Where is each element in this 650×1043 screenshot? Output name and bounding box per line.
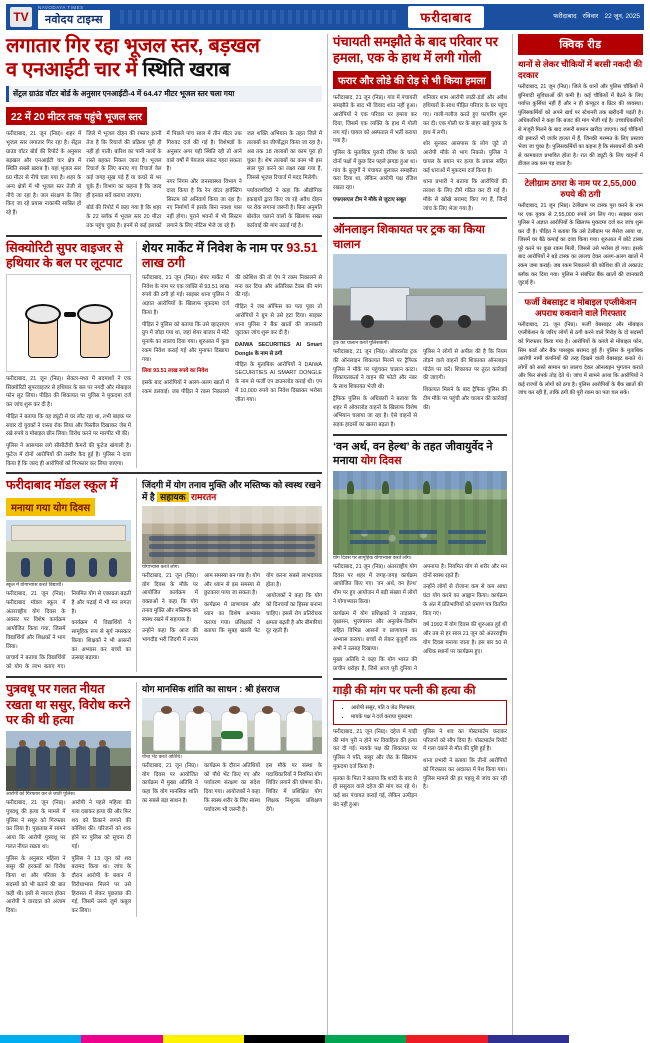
share-para-1: फरीदाबाद, 21 जून (निप्र)। शेयर मार्केट में निवेश के नाम पर एक व्यक्ति से 93.51 लाख रुपये की ठगी हो गई। साइबर थाना पुलिस ने अज्ञात आरोपियों के खिलाफ मुकदमा दर्ज किया है। [142, 274, 229, 316]
share-box-text: पीड़ित के मुताबिक आरोपियों ने DAIWA SECURITIES AI SMART DONGLE के नाम से फर्जी एप डाउनलोड कराई थी। एप में 10,000 रुपये का निवेश दिखाकर भरोसा जीता गया। [235, 361, 322, 403]
security-para-3: पुलिस ने आसपास लगे सीसीटीवी कैमरों की फुटेज खंगाली है। फुटेज में दोनों आरोपियों की तस्वीर कैद हुई है। पुलिस ने दावा किया है कि जल्द ही आरोपियों को गिरफ्तार कर लिया जाएगा। [6, 443, 131, 467]
yoga-main-para-4: उन्होंने लोगों से रोजाना कम से कम आधा घंटा योग करने का आह्वान किया। कार्यक्रम के अंत में प्रतिभागियों को प्रमाण पत्र वितरित किए गए। [423, 584, 508, 617]
yoga-life-caption: योगाभ्यास करते लोग। [142, 564, 180, 570]
lead-headline-line1: लगातार गिर रहा भूजल स्तर, बड़खल [6, 35, 260, 57]
share-headline-part1: शेयर मार्केट में निवेश के नाम पर [142, 240, 287, 255]
masthead-day: रविवार [582, 13, 599, 21]
yoga-main-photo [333, 471, 507, 555]
security-para-1: फरीदाबाद, 21 जून (निप्र)। सेक्टर-मध्य में बदमाशों ने एक सिक्योरिटी सुपरवाइजर से हथियार के बल पर नगदी और मोबाइल फोन लूट लिया। पीड़ित की शिकायत पर पुलिस ने मुकदमा दर्ज कर जांच शुरू कर दी है। [6, 375, 131, 409]
tv-logo-icon: TV [10, 7, 32, 27]
lead-para-1: फरीदाबाद, 21 जून (निप्र)। शहर में भूजल स्तर लगातार गिर रहा है। सेंट्रल ग्राउंड वॉटर बोर्ड की रिपोर्ट के अनुसार बड़खल और एनआईटी चार क्षेत्र में स्थिति सबसे खराब है। यहां भूजल स्तर 60 मीटर से नीचे चला गया है। शहर के अन्य क्षेत्रों में भी भूजल स्तर तेजी से नीचे जा रहा है। जल संरक्षण के लिए किए जा रहे प्रयास नाकाफी साबित हो रहे हैं। [6, 131, 82, 217]
yoga-life-headline-part1: जिंदगी में योग तनाव मुक्ति और मस्तिष्क को स्वस्थ रखने में है [142, 480, 321, 502]
murder-body [6, 799, 131, 917]
masthead-meta [490, 12, 640, 22]
story-murder [6, 682, 131, 917]
truck-body [333, 348, 507, 430]
panchayat-body [333, 94, 507, 214]
truck-caption: ट्रक का चालान करते पुलिसकर्मी। [333, 341, 390, 346]
murder-headline-line1: पुत्रवधू पर गलत नीयत रखता था [6, 681, 105, 712]
share-headline [142, 241, 322, 272]
yoga-main-note: वर्ष 1992 में योग दिवस की शुरुआत हुई थी और तब से हर साल 21 जून को अंतरराष्ट्रीय योग दिवस मनाया जाता है। इस बार 50 से अधिक स्थानों पर कार्यक्रम हुए। [423, 622, 507, 655]
quick-read-item [518, 297, 643, 398]
lead-banner: 22 में 20 मीटर तक पहुंचे भूजल स्तर [6, 107, 147, 125]
plant-body [142, 762, 322, 815]
wife-bullet-1: • आरोपी ससुर, पति व जेठ गिरफ्तार [351, 704, 502, 712]
yoga-life-para-4: आयोजकों ने कहा कि योग को दिनचर्या का हिस्सा बनाना चाहिए। इससे रोग प्रतिरोधक क्षमता बढ़ती है और बीमारियां दूर रहती हैं। [266, 593, 322, 635]
quick-read-text: फरीदाबाद, 21 जून (निप्र)। टेलीग्राम पर टास्क पूरा करने के नाम पर एक युवक से 2,55,000 रुपये ठग लिए गए। साइबर थाना पुलिस ने अज्ञात आरोपियों के खिलाफ मुकदमा दर्ज कर जांच शुरू कर दी है। पीड़ित ने बताया कि उसे टेलीग्राम पर मैसेज आया था, जिसमें घर बैठे कमाई का दावा किया गया। शुरुआत में छोटे टास्क पूरे करने पर कुछ रकम मिली, जिससे उसे भरोसा हो गया। इसके बाद आरोपियों ने बड़े टास्क का लालच देकर अलग-अलग खातों में रकम जमा कराई। जब रकम निकालने की कोशिश की तो अकाउंट ब्लॉक कर दिया गया। पुलिस ने संबंधित बैंक खातों की जानकारी जुटाई है। [518, 202, 643, 287]
masthead-logo-subtitle: NAVODAYA TIMES [38, 5, 84, 10]
quick-read-text: फरीदाबाद, 21 जून (निप्र)। जिले के थानों और पुलिस चौकियों में बुनियादी सुविधाओं की कमी है। कई चौकियों में बैठने के लिए पर्याप्त कुर्सियां नहीं हैं और न ही कंप्यूटर व प्रिंटर की व्यवस्था। पुलिसकर्मियों को अपने खर्च पर स्टेशनरी तक खरीदनी पड़ती है। अधिकारियों ने कहा कि बजट की मांग भेजी गई है। उच्चाधिकारियों से मंजूरी मिलने के बाद जरूरी सामान खरीदा जाएगा। कई चौकियों की इमारतें भी जर्जर हालत में हैं, जिनकी मरम्मत के लिए प्रस्ताव भेजा जा चुका है। पुलिसकर्मियों का कहना है कि संसाधनों की कमी से कामकाज प्रभावित होता है। रात की ड्यूटी के लिए वाहनों में डीजल तक कम पड़ जाता है। [518, 84, 643, 168]
yoga-life-para-1: फरीदाबाद, 21 जून (निप्र)। योग दिवस के मौके पर आयोजित कार्यक्रम में वक्ताओं ने कहा कि योग तनाव मुक्ति और मस्तिष्क को स्वस्थ रखने में सहायक है। [142, 572, 199, 623]
quick-read-item [518, 178, 643, 288]
yoga-life-para-2: उन्होंने कहा कि आज की भागदौड़ भरी जिंदगी में तनाव आम समस्या बन गया है। योग और ध्यान से इस समस्या से छुटकारा पाया जा सकता है। [142, 572, 260, 644]
yoga-main-para-2: कार्यक्रम में योग प्रशिक्षकों ने ताड़ासन, वृक्षासन, भुजंगासन और अनुलोम-विलोम सहित विभिन्न आसनों व प्राणायाम का अभ्यास कराया। बच्चों से लेकर बुजुर्गों तक सभी ने उत्साह दिखाया। [333, 610, 417, 652]
truck-note: शिकायत मिलने के बाद ट्रैफिक पुलिस की टीम मौके पर पहुंची और चालान की कार्रवाई की। [423, 387, 507, 411]
school-banner: मनाया गया योग दिवस [6, 498, 95, 516]
share-para-2: पीड़ित ने पुलिस को बताया कि उसे व्हाट्सएप ग्रुप में जोड़ा गया था, जहां शेयर बाजार में मोटे मुनाफे का लालच दिया गया। शुरुआत में कुछ रकम निवेश कराई गई और मुनाफा दिखाया गया। [142, 321, 229, 363]
school-headline: फरीदाबाद मॉडल स्कूल में [6, 478, 118, 493]
masthead-pattern [120, 10, 398, 24]
truck-photo [333, 254, 507, 340]
left-third-deck [6, 478, 322, 672]
share-highlight: लिया 93.51 लाख रुपये का निवेश [142, 368, 209, 375]
yoga-life-headline-highlight: सहायक [157, 492, 188, 502]
school-body [6, 590, 131, 672]
masthead-edition: फरीदाबाद [553, 13, 577, 21]
lead-headline [6, 34, 322, 83]
lead-headline-line2: व एनआईटी चार में [6, 59, 143, 82]
yoga-main-para-3: मुख्य अतिथि ने कहा कि योग भारत की प्राचीन धरोहर है, जिसे आज पूरी दुनिया ने अपनाया है। नियमित योग से शरीर और मन दोनों स्वस्थ रहते हैं। [333, 563, 507, 673]
yoga-life-photo [142, 506, 322, 564]
yoga-main-headline-part2: योग दिवस [360, 455, 402, 468]
lead-headline-line2b: स्थिति खराब [142, 59, 230, 82]
murder-para-2: पुलिस के अनुसार महिला ने ससुर की हरकतों का विरोध किया था और परिवार के सदस्यों को भी बताने की बात कही थी। इसी से नाराज होकर आरोपी ने वारदात को अंजाम दिया। [6, 855, 66, 914]
school-para-3: कार्यक्रम में विद्यार्थियों ने सामूहिक रूप से सूर्य नमस्कार किया। शिक्षकों ने भी आसनों का अभ्यास कर बच्चों का उत्साह बढ़ाया। [71, 620, 131, 662]
yoga-life-body [142, 572, 322, 645]
quick-read-headline: फर्जी वेबसाइट व मोबाइल एप्लीकेशन अपराध रुकवाने वाले गिरफ्तार [524, 296, 637, 318]
security-para-2: पीड़ित ने बताया कि वह ड्यूटी से घर लौट रहा था, तभी बाइक पर सवार दो युवकों ने रास्ता रोक लिया और पिस्तौल दिखाकर जेब में रखे रुपये व मोबाइल छीन लिया। विरोध करने पर मारपीट भी की। [6, 413, 131, 438]
truck-para-2: ट्रैफिक पुलिस के अधिकारी ने बताया कि शहर में ओवरलोड वाहनों के खिलाफ विशेष अभियान चलाया जा रहा है। ऐसे वाहनों से सड़क हादसों का खतरा बढ़ता है। [333, 395, 417, 429]
masthead-date: 22 जून, 2025 [604, 13, 640, 21]
school-caption: स्कूल में योगाभ्यास करते विद्यार्थी। [6, 582, 63, 588]
left-second-deck [6, 241, 322, 469]
lead-para-4: नगर निगम और जनस्वास्थ्य विभाग ने दावा किया है कि रेन वॉटर हार्वेस्टिंग सिस्टम को अनिवार्य किया जा रहा है। नए निर्माणों में इसके बिना नक्शा पास नहीं होगा। पुराने भवनों में भी सिस्टम लगाने के लिए नोटिस भेजे जा रहे हैं। [166, 179, 242, 229]
story-plant [136, 682, 322, 917]
share-para-4: पीड़ित ने जब ऑफिस का पता पूछा तो आरोपियों ने ग्रुप से उसे हटा दिया। साइबर थाना पुलिस ने बैंक खातों की जानकारी जुटाकर जांच शुरू कर दी है। [235, 304, 322, 337]
security-body [6, 375, 131, 469]
lead-para-2: जिले में भूजल दोहन की रफ्तार इतनी तेज है कि रिचार्ज की प्रक्रिया पूरी ही नहीं हो पाती। बारिश का पानी नालों के रास्ते बहकर निकल जाता है। भूजल रिचार्ज के लिए बनाए गए रिचार्ज वेल कई जगह सूख पड़े हैं या कचरे से भर चुके हैं। विभाग का कहना है कि जल्द ही इनका सर्वे कराया जाएगा। [86, 131, 162, 199]
masthead-city: फरीदाबाद [408, 6, 484, 28]
lead-kicker: सेंट्रल ग्राउंड वॉटर बोर्ड के अनुसार एनआईटी-4 में 64.47 मीटर भूजल स्तर चला गया [6, 86, 322, 103]
yoga-main-caption: योग दिवस पर सामूहिक योगाभ्यास करते लोग। [333, 555, 412, 561]
masthead [6, 4, 644, 30]
lead-para-6: पर्यावरणविदों ने कहा कि औद्योगिक इकाइयों द्वारा किए जा रहे अवैध दोहन पर रोक लगाना जरूरी है। बिना अनुमति बोरवेल चलाने वालों के खिलाफ सख्त कार्रवाई की मांग उठाई गई है। [246, 187, 322, 229]
share-body [142, 274, 322, 405]
murder-para-1: फरीदाबाद, 21 जून (निप्र)। पुत्रवधू की हत्या के मामले में पुलिस ने ससुर को गिरफ्तार कर लिया है। पूछताछ में सामने आया कि आरोपी पुत्रवधू पर गलत नीयत रखता था। [6, 800, 66, 850]
school-para-2: प्राचार्य ने बताया कि विद्यार्थियों को योग के लाभ बताए गए। नियमित योग से एकाग्रता बढ़ती है और पढ़ाई में भी मन लगता है। [6, 591, 131, 671]
share-para-3: इसके बाद आरोपियों ने अलग-अलग खातों में रकम डलवाई। जब पीड़ित ने रकम निकालने की कोशिश की तो ऐप ने रकम निकालने से मना कर दिया और अतिरिक्त टैक्स की मांग की गई। [142, 274, 322, 395]
story-share [136, 241, 322, 469]
panchayat-para-1: फरीदाबाद, 21 जून (निप्र)। गांव में पंचायती समझौते के बाद भी विवाद शांत नहीं हुआ। आरोपियों ने एक परिवार पर हमला कर दिया, जिसमें एक व्यक्ति के हाथ में गोली लग गई। घायल को अस्पताल में भर्ती कराया गया है। [333, 94, 417, 145]
masthead-logo-name: नवोदय टाइम्स [38, 10, 110, 29]
column-left [6, 34, 322, 1039]
yoga-main-para-1: फरीदाबाद, 21 जून (निप्र)। अंतरराष्ट्रीय योग दिवस पर शहर में जगह-जगह कार्यक्रम आयोजित किए गए। ‘वन अर्थ, वन हेल्थ’ थीम पर हुए आयोजन में बड़ी संख्या में लोगों ने योगाभ्यास किया। [333, 563, 417, 605]
quick-read-headline: टेलीग्राम ठगरा के नाम पर 2,55,000 रुपये की ठगी [524, 177, 637, 199]
school-para-1: फरीदाबाद, 21 जून (निप्र)। फरीदाबाद मॉडल स्कूल में अंतरराष्ट्रीय योग दिवस के अवसर पर विशेष कार्यक्रम आयोजित किया गया, जिसमें विद्यार्थियों और शिक्षकों ने भाग लिया। [6, 591, 66, 650]
panchayat-para-3: शनिवार शाम आरोपी लाठी-डंडों और अवैध हथियारों के साथ पीड़ित परिवार के घर पहुंच गए। गाली-गलौज करते हुए फायरिंग शुरू कर दी। एक गोली घर के बाहर खड़े युवक के हाथ में लगी। [423, 94, 507, 136]
wife-para-2: मृतका के पिता ने बताया कि शादी के बाद से ही ससुराल वाले दहेज की मांग कर रहे थे। कई बार पंचायत कराई गई, लेकिन उत्पीड़न बंद नहीं हुआ। [333, 775, 417, 808]
wife-headline: गाड़ी की मांग पर पत्नी की हत्या की [333, 684, 476, 697]
column-middle [327, 34, 507, 1039]
panchayat-subhead: एफएसएल टीम ने मौके से जुटाए सबूत [333, 196, 407, 203]
wife-bullet-2: • मायके पक्ष ने दर्ज कराया मुकदमा [351, 713, 502, 721]
panchayat-para-4: शोर सुनकर आसपास के लोग जुटे तो आरोपी मौके से भाग निकले। पुलिस ने घायल के बयान पर हत्या के प्रयास सहित कई धाराओं में मुकदमा दर्ज किया है। [423, 141, 507, 174]
quick-read-headline: थानों से लेकर चौकियों में बरसी नकदी की दरकार [518, 59, 643, 81]
share-box-title: DAIWA SECURITIES AI Smart Dongle के नाम से ठगी [235, 342, 322, 357]
murder-headline-line2: ससुर, विरोध करने पर की थी हत्या [6, 697, 131, 728]
yoga-life-headline-name: रामरतन [191, 491, 217, 502]
quick-read-item [518, 59, 643, 169]
yoga-main-headline-part1: ‘वन अर्थ, वन हेल्थ’ के तहत जीवायुर्वेद ने मनाया [333, 440, 493, 468]
murder-para-3: आरोपी ने पहले महिला की गला दबाकर हत्या की और फिर शव को ठिकाने लगाने की कोशिश की। परिजनों को शक होने पर पुलिस को सूचना दी गई। [71, 800, 131, 850]
column-right [512, 34, 643, 1039]
murder-caption: आरोपी को गिरफ्तार कर ले जाती पुलिस। [6, 791, 76, 797]
yoga-life-headline [142, 480, 322, 503]
story-school [6, 478, 131, 672]
yoga-main-body [333, 563, 507, 674]
truck-headline: ऑनलाइन शिकायत पर ट्रक का किया चालान [333, 224, 485, 251]
yoga-main-headline [333, 440, 507, 469]
wife-para-3: पुलिस ने शव का पोस्टमार्टम कराकर परिजनों को सौंप दिया है। पोस्टमार्टम रिपोर्ट में गला दबाने से मौत की पुष्टि हुई है। [423, 728, 507, 753]
truck-para-1: फरीदाबाद, 21 जून (निप्र)। ओवरलोड ट्रक की ऑनलाइन शिकायत मिलने पर ट्रैफिक पुलिस ने मौके पर पहुंचकर चालान काटा। शिकायतकर्ता ने वाहन की फोटो और नंबर के साथ शिकायत भेजी थी। [333, 349, 417, 391]
quick-read-text: फरीदाबाद, 21 जून (निप्र)। फर्जी वेबसाइट और मोबाइल एप्लीकेशन के जरिए लोगों से ठगी करने वाले गिरोह के दो सदस्यों को गिरफ्तार किया गया है। आरोपियों के कब्जे से मोबाइल फोन, सिम कार्ड और बैंक पासबुक बरामद हुई हैं। पुलिस के मुताबिक आरोपी नामी कंपनियों की तरह दिखने वाली वेबसाइट बनाते थे। लोगों को सस्ते सामान का लालच देकर ऑनलाइन भुगतान कराते और फिर संपर्क तोड़ देते थे। जांच में सामने आया कि आरोपियों ने कई राज्यों के लोगों को ठगा है। पुलिस आरोपियों के बैंक खातों की जांच कर रही है, ताकि ठगी की पूरी रकम का पता चल सके। [518, 321, 643, 397]
panchayat-headline: पंचायती समझौते के बाद परिवार पर हमला, एक के हाथ में लगी गोली [333, 34, 498, 66]
yoga-life-para-3: कार्यक्रम में प्राणायाम और ध्यान का विशेष अभ्यास कराया गया। प्रशिक्षकों ने बताया कि सुबह खाली पेट योग करना सबसे लाभदायक होता है। [204, 572, 322, 635]
lead-para-3: बोर्ड की रिपोर्ट में कहा गया है कि शहर के 22 ब्लॉक में भूजल स्तर 20 मीटर तक पहुंच चुका है। इनमें से कई इलाकों में पिछले पांच साल में तीन मीटर तक गिरावट दर्ज की गई है। विशेषज्ञों के अनुसार अगर यही स्थिति रही तो आने वाले वर्षों में पेयजल संकट गहरा सकता है। [86, 131, 242, 229]
story-security [6, 241, 131, 469]
panchayat-banner: फरार और लोडे की रोड़ से भी किया हमला [333, 71, 491, 89]
plant-caption: पौधा भेंट करते अतिथि। [142, 754, 183, 760]
wife-para-1: फरीदाबाद, 21 जून (निप्र)। दहेज में गाड़ी की मांग पूरी न होने पर विवाहिता की हत्या कर दी गई। मायके पक्ष की शिकायत पर पुलिस ने पति, ससुर और जेठ के खिलाफ मुकदमा दर्ज किया है। [333, 728, 417, 770]
plant-photo [142, 698, 322, 754]
panchayat-para-2: पुलिस के मुताबिक पुरानी रंजिश के चलते दोनों पक्षों में कुछ दिन पहले झगड़ा हुआ था। गांव के बुजुर्गों ने पंचायत बुलाकर समझौता करा दिया था, लेकिन आरोपी पक्ष रंजिश रखता रहा। [333, 150, 417, 191]
quick-read-title: क्विक रीड [518, 34, 643, 55]
registration-color-bar [0, 1035, 650, 1043]
plant-para-3: इस मौके पर संस्था के पदाधिकारियों ने नियमित योग शिविर लगाने की घोषणा की। शिविर में प्रशिक्षित योग शिक्षक निशुल्क प्रशिक्षण देंगे। [266, 762, 322, 813]
plant-para-1: फरीदाबाद, 21 जून (निप्र)। योग दिवस पर आयोजित कार्यक्रम में मुख्य अतिथि ने कहा कि योग मानसिक शांति का सबसे बड़ा साधन है। [142, 762, 198, 804]
handcuffs-illustration [6, 274, 131, 372]
school-photo [6, 520, 131, 582]
wife-bullets [333, 700, 507, 725]
left-fourth-deck [6, 682, 322, 917]
security-headline: सिक्योरिटी सुपर वाइजर से हथियार के बल पर लूटपाट [6, 240, 123, 271]
truck-para-3: पुलिस ने लोगों से अपील की है कि नियम तोड़ने वाले वाहनों की शिकायत ऑनलाइन पोर्टल पर करें। शिकायत पर तुरंत कार्रवाई की जाएगी। [423, 349, 507, 382]
murder-headline [6, 682, 131, 729]
plant-headline: योग मानसिक शांति का साधन : श्री हंसराज [142, 683, 280, 694]
wife-para-4: थाना प्रभारी ने बताया कि तीनों आरोपियों को गिरफ्तार कर अदालत में पेश किया गया। पुलिस मामले की हर पहलू से जांच कर रही है। [423, 758, 507, 791]
story-yoga-life [136, 478, 322, 672]
lead-body [6, 130, 322, 230]
murder-para-4: पुलिस ने 13 जून को शव बरामद किया था। जांच के दौरान आरोपी के बयान में विरोधाभास मिलने पर उसे हिरासत में लेकर पूछताछ की गई, जिसमें उसने जुर्म कबूल कर लिया। [71, 855, 131, 914]
page-body [6, 34, 644, 1039]
share-headline-part2: 93.51 लाख ठगी [142, 240, 318, 271]
wife-body [333, 728, 507, 810]
plant-para-2: कार्यक्रम के दौरान अतिथियों को पौधे भेंट किए गए और पर्यावरण संरक्षण का संदेश दिया गया। आयोजकों ने कहा कि स्वस्थ शरीर के लिए स्वस्थ पर्यावरण भी जरूरी है। [204, 762, 260, 813]
lead-para-5: जल शक्ति अभियान के तहत जिले में तालाबों का जीर्णोद्धार किया जा रहा है। अब तक 18 तालाबों का काम पूरा हो चुका है। शेष तालाबों का काम भी इस साल पूरा करने का लक्ष्य रखा गया है, जिससे भूजल रिचार्ज में मदद मिलेगी। [246, 131, 322, 182]
panchayat-para-5: थाना प्रभारी ने बताया कि आरोपियों की तलाश के लिए टीमें गठित कर दी गई हैं। मौके से खोखे बरामद किए गए हैं, जिन्हें जांच के लिए भेजा गया है। [423, 179, 507, 212]
police-photo [6, 731, 131, 791]
